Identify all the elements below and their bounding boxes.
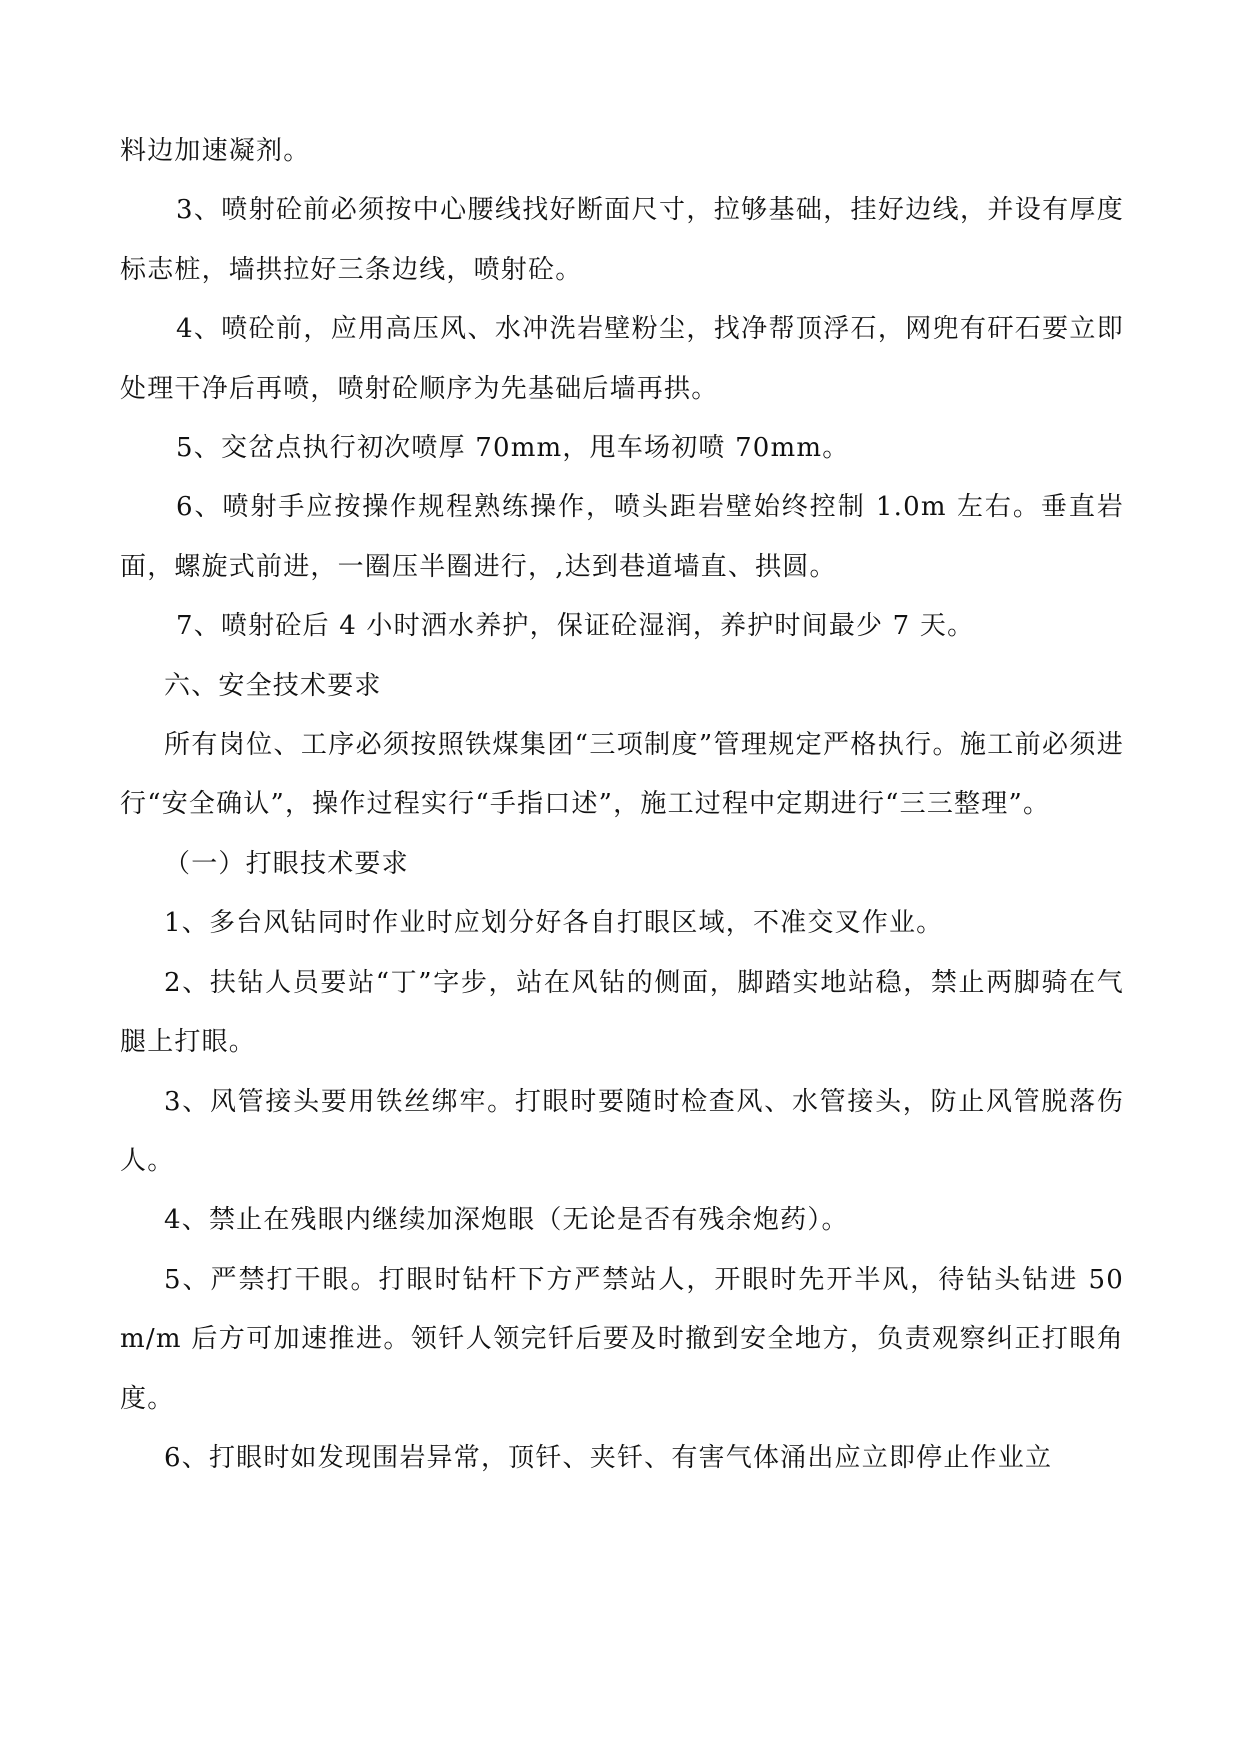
paragraph-drilling-5: 5、严禁打干眼。打眼时钻杆下方严禁站人，开眼时先开半风，待钻头钻进 50m/m 后方可加速推进。领钎人领完钎后要及时撤到安全地方，负责观察纠正打眼角度。	[120, 1264, 1124, 1414]
paragraph-item-4: 4、喷砼前，应用高压风、水冲洗岩壁粉尘，找净帮顶浮石，网兜有矸石要立即处理干净后再喷，喷射砼顺序为先基础后墙再拱。	[120, 314, 1124, 404]
paragraph-drilling-1: 1、多台风钻同时作业时应划分好各自打眼区域，不准交叉作业。	[164, 908, 944, 939]
paragraph-safety-intro: 所有岗位、工序必须按照铁煤集团“三项制度”管理规定严格执行。施工前必须进行“安全确认”，操作过程实行“手指口述”，施工过程中定期进行“三三整理”。	[120, 730, 1124, 820]
paragraph-item-7: 7、喷射砼后 4 小时洒水养护，保证砼湿润，养护时间最少 7 天。	[176, 611, 975, 642]
paragraph-item-5: 5、交岔点执行初次喷厚 70mm，甩车场初喷 70mm。	[176, 433, 850, 464]
paragraph-item-6: 6、喷射手应按操作规程熟练操作，喷头距岩壁始终控制 1.0m 左右。垂直岩面，螺旋式前进，一圈压半圈进行，,达到巷道墙直、拱圆。	[120, 492, 1124, 582]
document-body	[120, 122, 1124, 1488]
paragraph-continuation: 料边加速凝剂。	[120, 136, 311, 166]
subsection-heading-drilling: （一）打眼技术要求	[164, 848, 409, 879]
section-heading-safety: 六、安全技术要求	[164, 670, 382, 701]
paragraph-drilling-4: 4、禁止在残眼内继续加深炮眼（无论是否有残余炮药）。	[164, 1205, 849, 1236]
paragraph-drilling-3: 3、风管接头要用铁丝绑牢。打眼时要随时检查风、水管接头，防止风管脱落伤人。	[120, 1086, 1124, 1176]
paragraph-drilling-6: 6、打眼时如发现围岩异常，顶钎、夹钎、有害气体涌出应立即停止作业立	[164, 1442, 1053, 1473]
paragraph-drilling-2: 2、扶钻人员要站“丁”字步，站在风钻的侧面，脚踏实地站稳，禁止两脚骑在气腿上打眼。	[120, 967, 1124, 1058]
paragraph-item-3: 3、喷射砼前必须按中心腰线找好断面尺寸，拉够基础，挂好边线，并设有厚度标志桩，墙拱拉好三条边线，喷射砼。	[120, 195, 1124, 285]
